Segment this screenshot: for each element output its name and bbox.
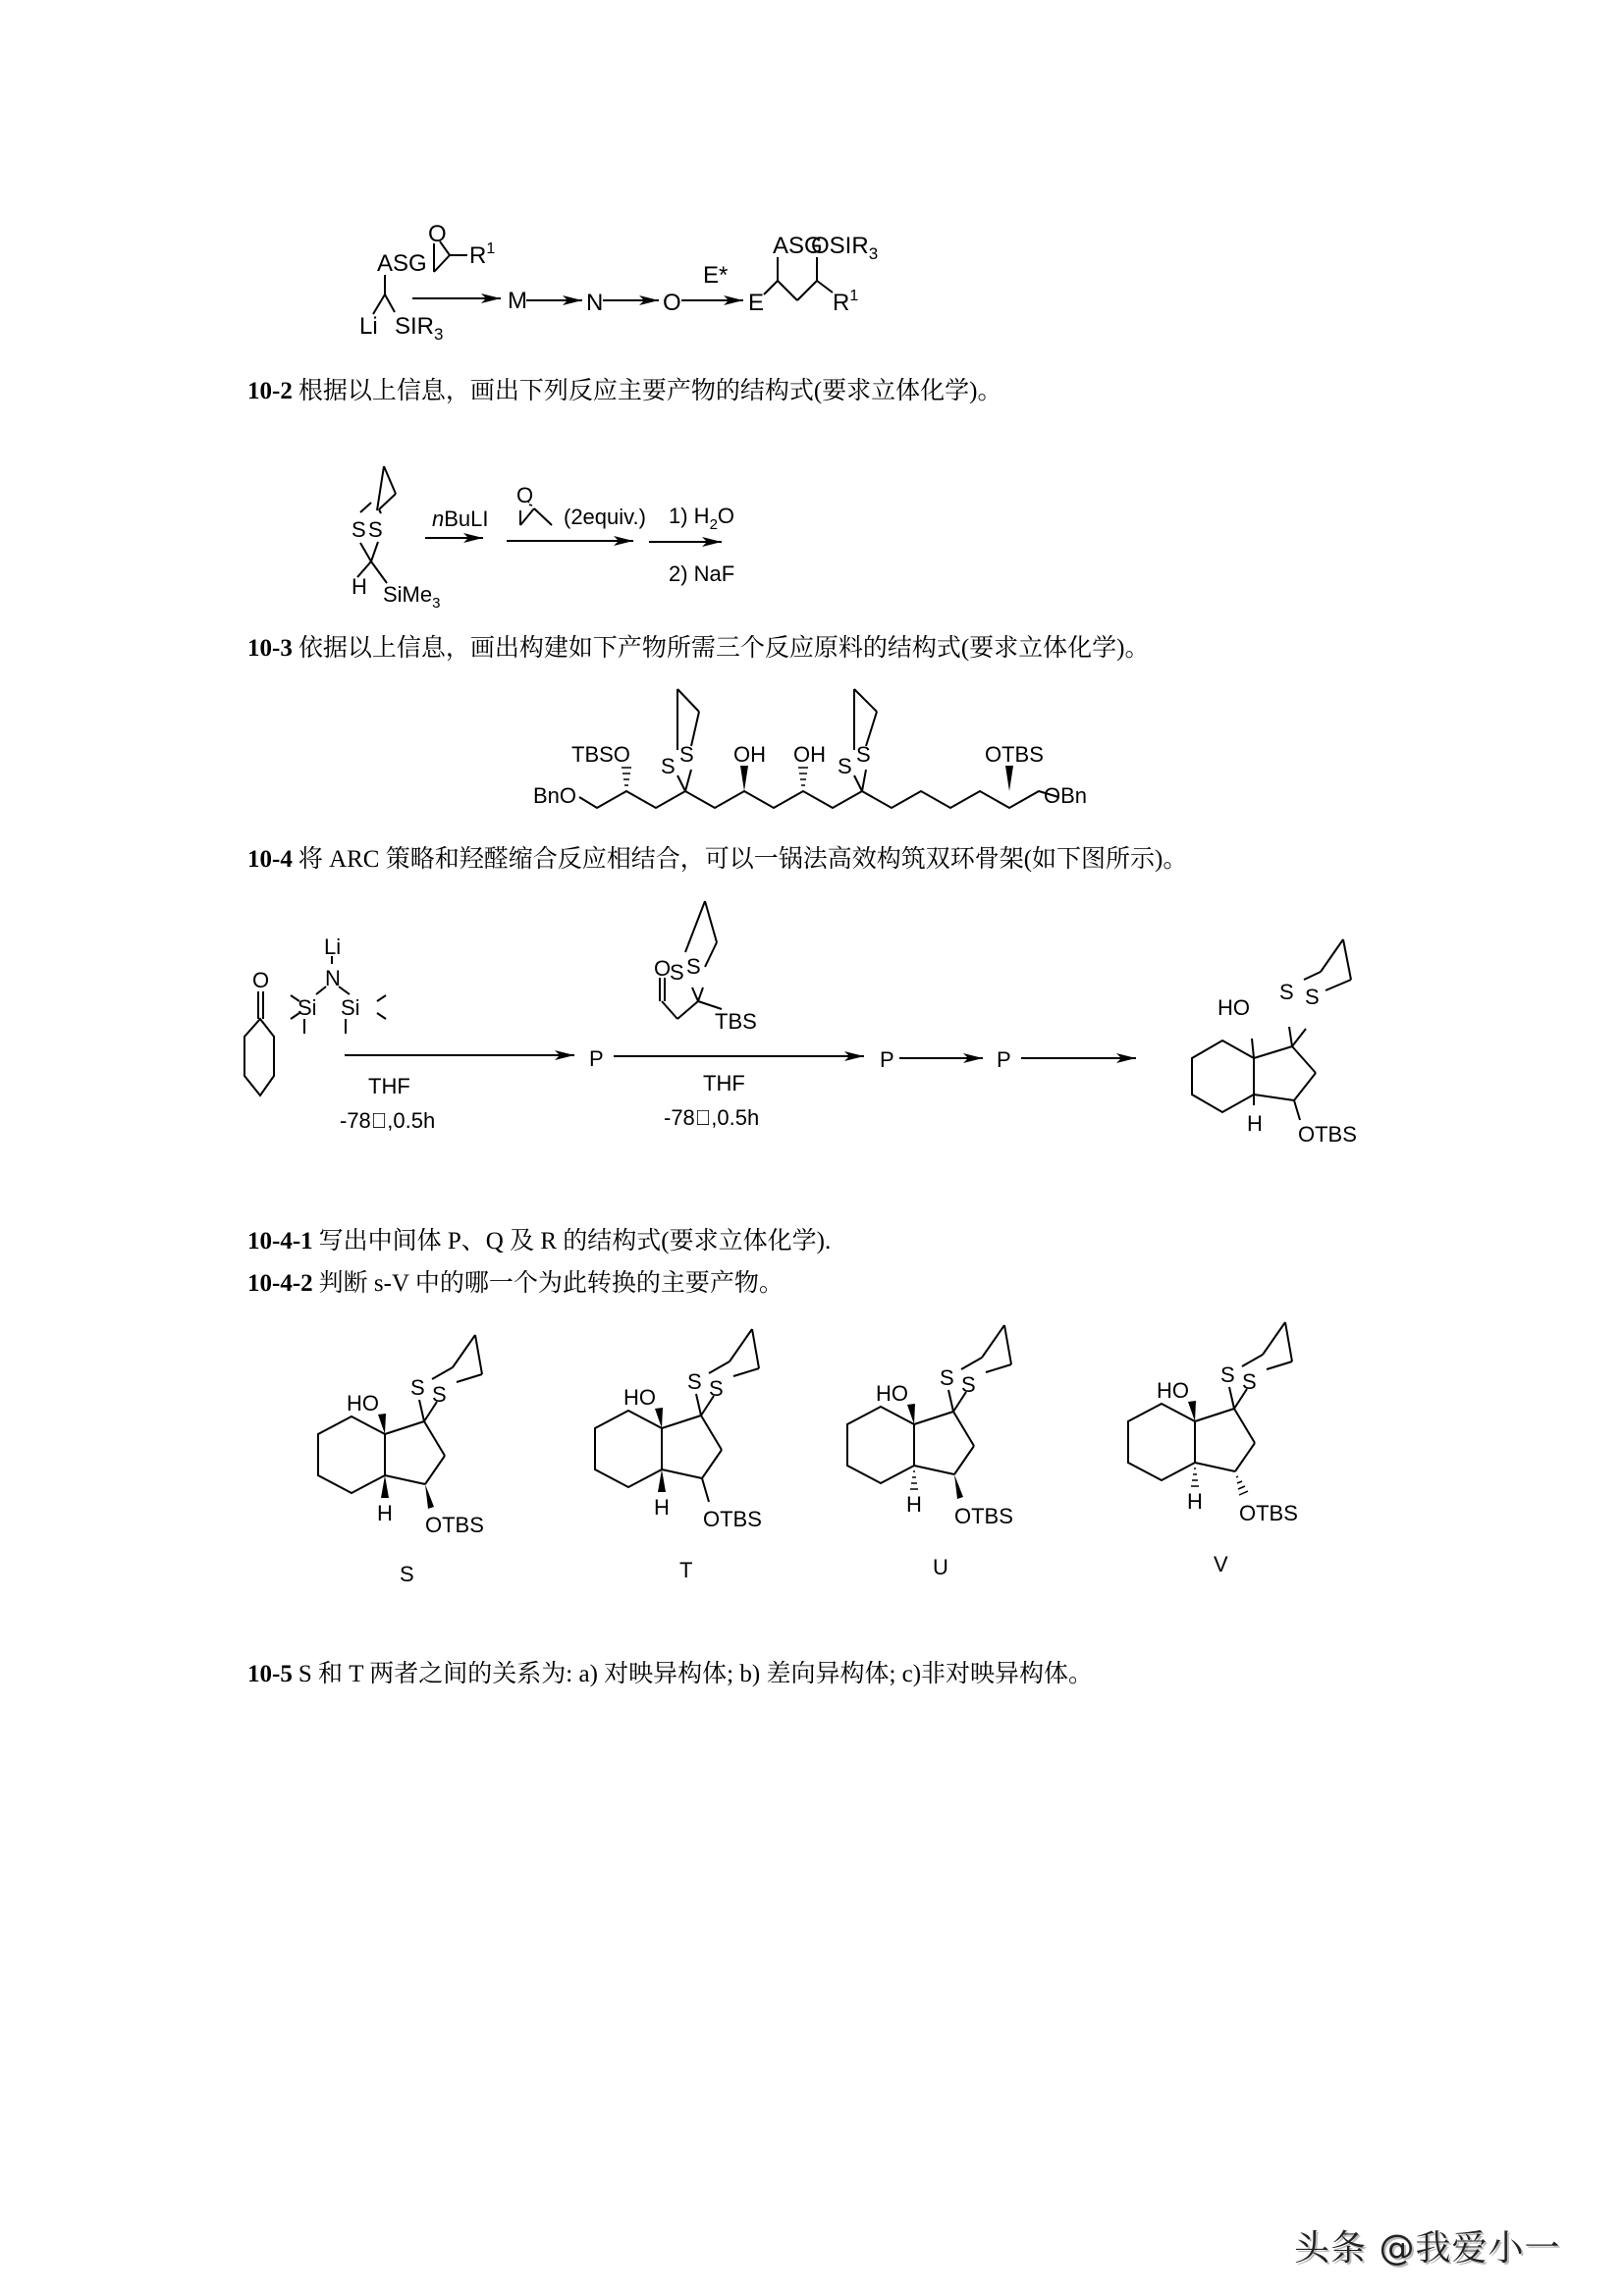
watermark: 头条 @我爱小一 [1294,2228,1561,2269]
candidate-t-h: H [654,1495,670,1520]
candidate-t-label: T [679,1558,693,1582]
candidate-t-otbs: OTBS [703,1507,762,1531]
question-10-5 [247,1660,1093,1689]
product-asg-label: ASG [773,233,823,259]
candidate-u-ho: HO [876,1381,908,1406]
product-r-label: R [833,290,850,316]
reagent-li-label: Li [359,313,378,340]
cond1-temp: -78 ,0.5h [340,1108,436,1133]
candidate-v-h: H [1187,1489,1203,1514]
lihmds-n-label: N [325,966,341,990]
svg-text:1) H2O: 1) $H_2O$ [669,504,735,533]
question-number: 10-4-1 [247,1228,313,1255]
aldehyde-tbs-label: TBS [715,1009,757,1034]
candidate-t-s1: S [687,1369,702,1394]
aldehyde-o-label: O [654,956,672,981]
question-number: 10-5 [247,1661,293,1687]
step3-h2o-label: 1) H [669,504,710,528]
intermediate-p2: P [880,1047,894,1072]
nbuli-label: BuLI [444,507,489,531]
question-number: 10-2 [247,378,293,404]
epoxide-o-label: O [428,221,447,247]
candidate-s-otbs: OTBS [425,1513,484,1537]
candidate-u-otbs: OTBS [954,1504,1013,1528]
obn-right-label: OBn [1044,783,1088,808]
candidate-s-s2: S [432,1382,447,1407]
reagent-si-label: SIR [395,313,435,340]
bno-left-label: BnO [533,783,577,808]
substrate-h-label: H [352,574,367,599]
nbuli-prefix: n [432,507,445,531]
question-text: 根据以上信息，画出下列反应主要产物的结构式(要求立体化学)。 [298,378,1002,404]
dithiane-a-s2: S [679,742,694,767]
product-osir-label: OSIR [811,233,869,259]
dithiane-s1-label: S [352,517,366,542]
dithiane-b-s2: S [856,742,871,767]
product-s2-label: S [1305,985,1320,1009]
intermediate-n: N [586,290,604,316]
step3-naf-label: 2) NaF [669,561,735,586]
question-number: 10-3 [247,635,293,662]
intermediate-p3: P [997,1047,1011,1072]
candidate-t [595,1329,762,1582]
oh1-label: OH [733,742,766,767]
intermediate-p1: P [589,1046,604,1071]
intermediate-m: M [508,288,527,314]
aldehyde-s2-label: S [686,954,701,979]
question-text: 依据以上信息，画出构建如下产物所需三个反应原料的结构式(要求立体化学)。 [298,635,1150,662]
candidate-v [1128,1322,1298,1576]
svg-text:OSIR3: $OSIR_3$ [811,233,879,263]
cond1-solvent: THF [368,1074,410,1098]
svg-text:SIR3: $SIR_3$ [395,313,444,344]
candidate-v-s1: S [1220,1362,1235,1387]
cond2-solvent: THF [703,1071,745,1095]
candidate-u [847,1325,1013,1579]
reagent-asg-label: ASG [377,250,427,277]
candidate-s-label: S [400,1562,414,1586]
candidate-s-ho: HO [347,1391,379,1415]
svg-text:SiMe3: SiMe$_3$ [383,582,441,612]
svg-text:R1: $R^1$ [833,288,859,316]
dithiane-b-s1: S [838,754,852,778]
dithiane-s2-label: S [368,517,383,542]
product-otbs-label: OTBS [1298,1122,1357,1147]
question-text: 将 ARC 策略和羟醛缩合反应相结合，可以一锅法高效构筑双环骨架(如下图所示)。 [298,846,1188,873]
candidate-v-otbs: OTBS [1239,1501,1298,1525]
product-e-label: E [748,290,765,316]
tbso-label: TBSO [571,742,630,767]
candidate-v-ho: HO [1157,1378,1189,1403]
product-ho-label: HO [1217,995,1250,1020]
epoxide-o-label: O [516,483,534,507]
question-text: 写出中间体 P、Q 及 R 的结构式(要求立体化学). [318,1228,832,1255]
candidate-t-ho: HO [623,1385,656,1410]
candidate-t-s2: S [709,1376,724,1401]
candidate-v-label: V [1214,1552,1228,1576]
dithiane-a-s1: S [661,754,676,778]
cond2-temp: -78 ,0.5h [664,1105,760,1130]
equiv-label: (2equiv.) [564,505,646,529]
substrate-sime3-label: SiMe [383,582,433,607]
product-s1-label: S [1279,980,1294,1004]
question-number: 10-4-2 [247,1270,313,1297]
question-text: 判断 s-V 中的哪一个为此转换的主要产物。 [318,1270,784,1297]
ketone-o-label: O [252,968,270,992]
candidate-u-label: U [933,1555,948,1579]
candidate-u-s2: S [961,1372,976,1397]
candidate-s [318,1335,484,1586]
candidate-s-h: H [377,1501,393,1525]
candidate-v-s2: S [1242,1369,1257,1394]
question-number: 10-4 [247,846,293,873]
otbs-label: OTBS [985,742,1044,767]
candidate-u-h: H [906,1492,922,1517]
aldehyde-s1-label: S [670,960,684,985]
question-text: S 和 T 两者之间的关系为: a) 对映异构体; b) 差向异构体; c)非对映异构体。 [298,1661,1094,1687]
lihmds-si2-label: Si [341,995,360,1020]
electrophile-label: E* [703,262,729,289]
svg-text:R1: $R^1$ [469,240,496,269]
oh2-label: OH [793,742,826,767]
epoxide-r-label: R [469,242,487,269]
lihmds-li-label: Li [324,934,342,959]
candidate-u-s1: S [940,1365,954,1390]
product-h-label: H [1247,1111,1263,1136]
lihmds-si1-label: Si [298,995,317,1020]
candidate-s-s1: S [410,1375,425,1400]
intermediate-o: O [663,290,681,316]
